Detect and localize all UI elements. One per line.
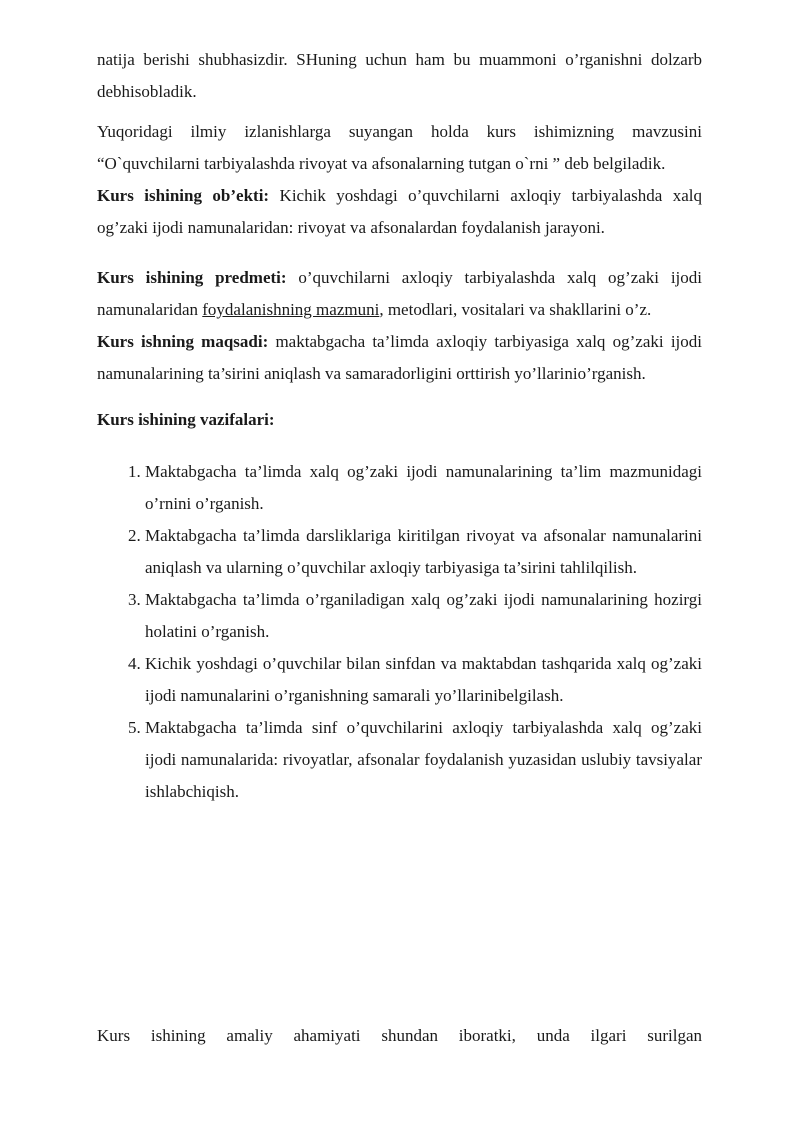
object-label: Kurs ishining ob’ekti: (97, 186, 270, 205)
list-item: 2. Maktabgacha ta’limda darsliklariga kiritilgan rivoyat va afsonalar namunalarini aniqlash va ularning o’quvchilar axloqiy tarbiyasiga ta’sirini tahlilqilish. (145, 520, 702, 584)
paragraph-intro: natija berishi shubhasizdir. SHuning uchun ham bu muammoni o’rganishni dolzarb debhisobladik. (97, 50, 702, 101)
goal-text: maktabgacha ta’limda axloqiy tarbiyasiga xalq og’zaki ijodi namunalarining ta’sirini aniqlash va samaradorligini orttirish yo’llarinio’rganish. (97, 332, 702, 383)
paragraph-subject (97, 262, 702, 326)
paragraph-goal (97, 326, 702, 390)
list-item: 5. Maktabgacha ta’limda sinf o’quvchilarini axloqiy tarbiyalashda xalq og’zaki ijodi namunalarida: rivoyatlar, afsonalar foydalanish yuzasidan uslubiy tavsiyalar ishlabchiqish. (145, 712, 702, 808)
subject-text-before: o’quvchilarni axloqiy tarbiyalashda xalq og’zaki ijodi namunalaridan (97, 268, 702, 319)
paragraph-topic: Yuqoridagi ilmiy izlanishlarga suyangan holda kurs ishimizning mavzusini “O`quvchilarni tarbiyalashda rivoyat va afsonalarning tutgan o`rni ” deb belgiladik. (97, 122, 702, 173)
object-text: Kichik yoshdagi o’quvchilarni axloqiy tarbiyalashda xalq og’zaki ijodi namunalaridan: rivoyat va afsonalardan foydalanish jarayoni. (97, 186, 703, 237)
tasks-list (97, 456, 702, 808)
goal-label: Kurs ishning maqsadi: (97, 332, 269, 351)
tasks-heading: Kurs ishining vazifalari: (97, 410, 275, 429)
paragraph-object (97, 180, 702, 244)
list-item: 1. Maktabgacha ta’limda xalq og’zaki ijodi namunalarining ta’lim mazmunidagi o’rnini o’rganish. (145, 456, 702, 520)
subject-label: Kurs ishining predmeti: (97, 268, 287, 287)
list-item: 4. Kichik yoshdagi o’quvchilar bilan sinfdan va maktabdan tashqarida xalq og’zaki ijodi namunalarini o’rganishning samarali yo’llarinibelgilash. (145, 648, 702, 712)
list-item: 3. Maktabgacha ta’limda o’rganiladigan xalq og’zaki ijodi namunalarining hozirgi holatini o’rganish. (145, 584, 702, 648)
paragraph-practical-significance: Kurs ishining amaliy ahamiyati shundan iboratki, unda ilgari surilgan (97, 1026, 702, 1045)
subject-text-after: , metodlari, vositalari va shakllarini o’z. (379, 300, 652, 319)
subject-underlined-text: foydalanishning mazmuni (202, 300, 380, 319)
document-page (97, 44, 703, 1045)
